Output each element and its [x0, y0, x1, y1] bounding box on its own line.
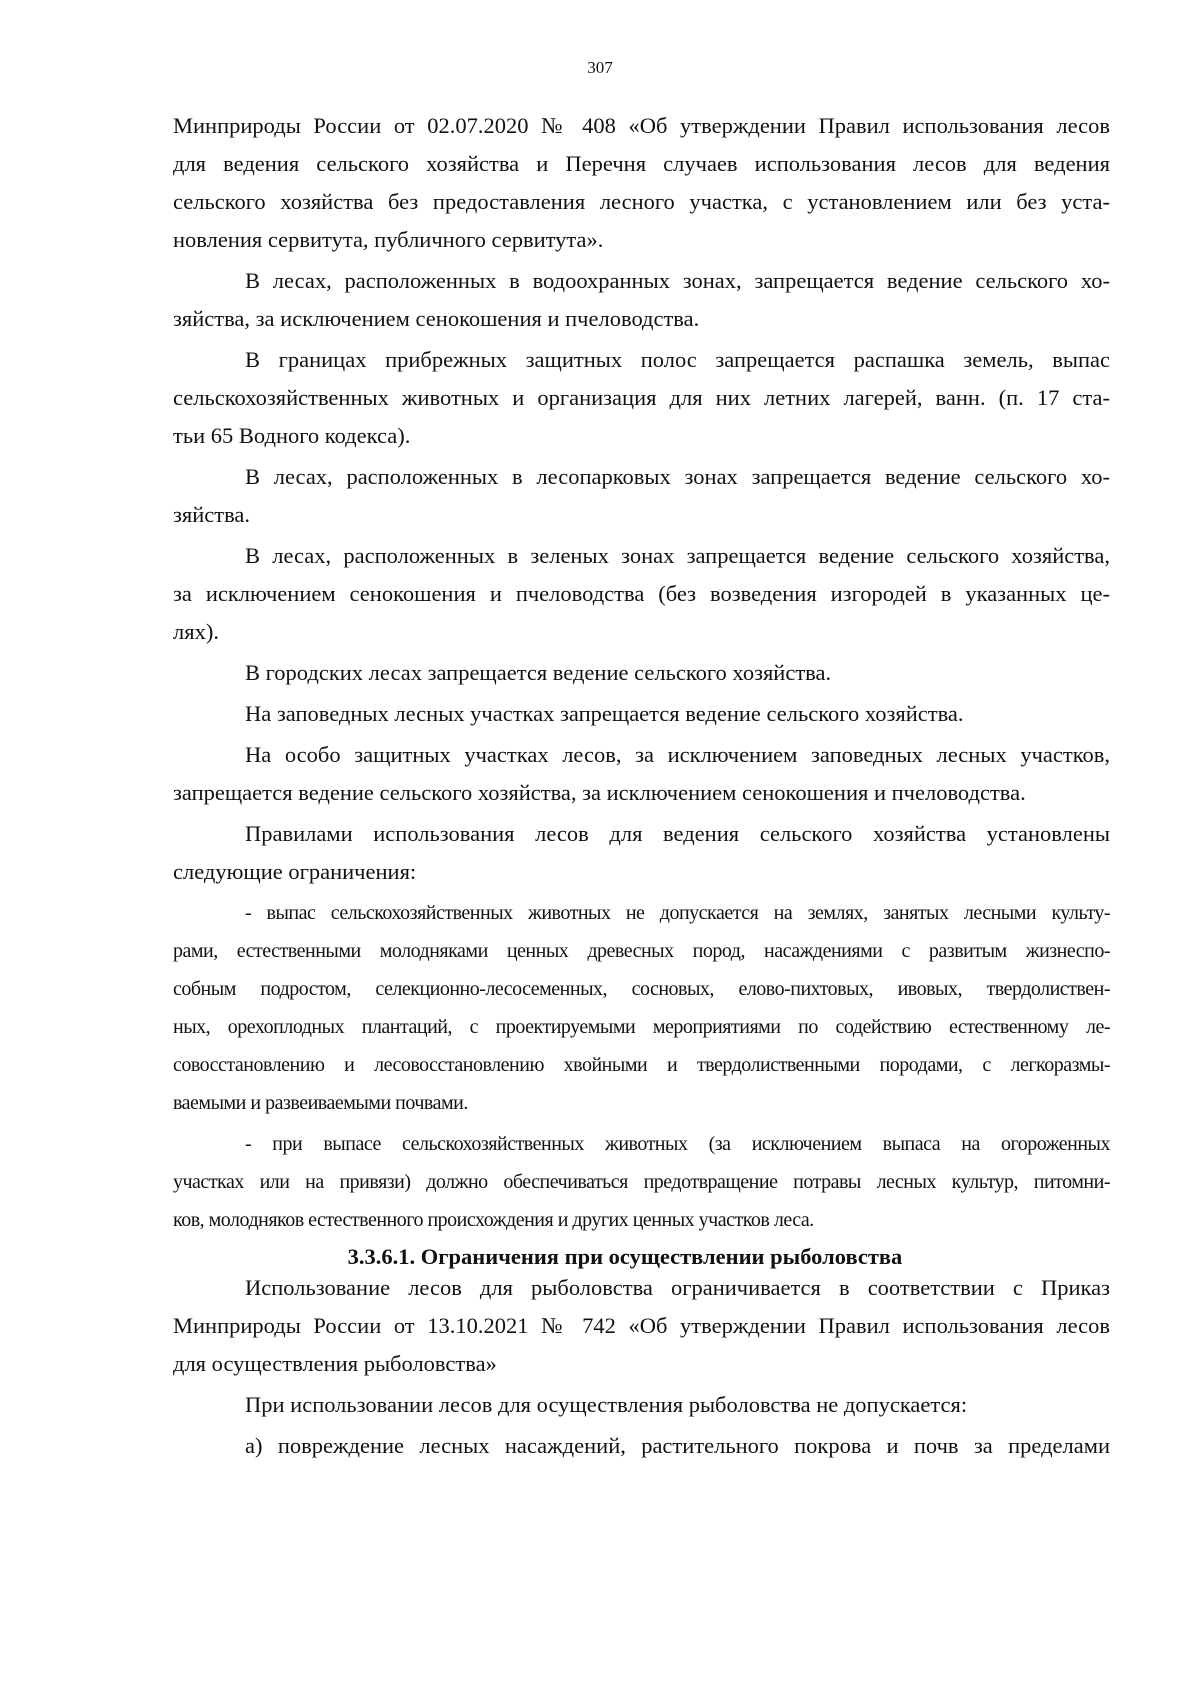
text-line: совосстановлению и лесовосстановлению хвойными и твердолиственными породами, с легкоразмы-: [173, 1054, 1110, 1076]
text-line: запрещается ведение сельского хозяйства, за исключением сенокошения и пчеловодства.: [173, 780, 1026, 805]
text-line: ков, молодняков естественного происхождения и других ценных участков леса.: [173, 1209, 814, 1231]
text-line: - при выпасе сельскохозяйственных животных (за исключением выпаса на огороженных: [245, 1133, 1110, 1155]
section-heading: 3.3.6.1. Ограничения при осуществлении рыболовства: [347, 1244, 903, 1269]
text-line: для осуществления рыболовства»: [173, 1351, 497, 1376]
text-line: На заповедных лесных участках запрещается ведение сельского хозяйства.: [245, 701, 964, 726]
text-line: На особо защитных участках лесов, за исключением заповедных лесных участков,: [245, 742, 1110, 767]
text-line: следующие ограничения:: [173, 859, 417, 884]
text-line: В лесах, расположенных в водоохранных зонах, запрещается ведение сельского хо-: [245, 268, 1110, 293]
text-line: В лесах, расположенных в зеленых зонах запрещается ведение сельского хозяйства,: [245, 543, 1110, 568]
text-line: Использование лесов для рыболовства ограничивается в соответствии с Приказ: [245, 1275, 1110, 1300]
text-line: собным подростом, селекционно-лесосеменных, сосновых, елово-пихтовых, ивовых, твердолиствен-: [173, 978, 1110, 1000]
text-line: ных, орехоплодных плантаций, с проектируемыми мероприятиями по содействию естественному ле-: [173, 1016, 1110, 1038]
text-line: зяйства.: [173, 502, 251, 527]
page-number: 307: [587, 58, 613, 77]
text-line: Минприроды России от 02.07.2020 № 408 «Об утверждении Правил использования лесов: [173, 113, 1110, 138]
text-line: В границах прибрежных защитных полос запрещается распашка земель, выпас: [245, 347, 1110, 372]
text-line: Минприроды России от 13.10.2021 № 742 «Об утверждении Правил использования лесов: [173, 1313, 1110, 1338]
text-line: зяйства, за исключением сенокошения и пчеловодства.: [173, 306, 700, 331]
text-line: лях).: [173, 619, 219, 644]
text-line: В лесах, расположенных в лесопарковых зонах запрещается ведение сельского хо-: [245, 464, 1110, 489]
text-line: сельского хозяйства без предоставления лесного участка, с установлением или без уста-: [173, 189, 1110, 214]
text-line: ваемыми и развеиваемыми почвами.: [173, 1092, 468, 1114]
text-line: участках или на привязи) должно обеспечиваться предотвращение потравы лесных культур, питомни-: [173, 1171, 1110, 1193]
text-line: В городских лесах запрещается ведение сельского хозяйства.: [245, 660, 832, 685]
text-line: рами, естественными молодняками ценных древесных пород, насаждениями с развитым жизнеспо-: [173, 940, 1110, 962]
text-line: а) повреждение лесных насаждений, растительного покрова и почв за пределами: [245, 1433, 1110, 1458]
text-line: Правилами использования лесов для ведения сельского хозяйства установлены: [245, 821, 1110, 846]
text-line: для ведения сельского хозяйства и Перечня случаев использования лесов для ведения: [173, 151, 1110, 176]
text-line: При использовании лесов для осуществления рыболовства не допускается:: [245, 1392, 968, 1417]
text-line: - выпас сельскохозяйственных животных не допускается на землях, занятых лесными культу-: [245, 902, 1110, 924]
text-line: тьи 65 Водного кодекса).: [173, 423, 411, 448]
text-line: сельскохозяйственных животных и организация для них летних лагерей, ванн. (п. 17 ста-: [173, 385, 1110, 410]
text-line: новления сервитута, публичного сервитута».: [173, 227, 604, 252]
text-line: за исключением сенокошения и пчеловодства (без возведения изгородей в указанных це-: [173, 581, 1110, 606]
